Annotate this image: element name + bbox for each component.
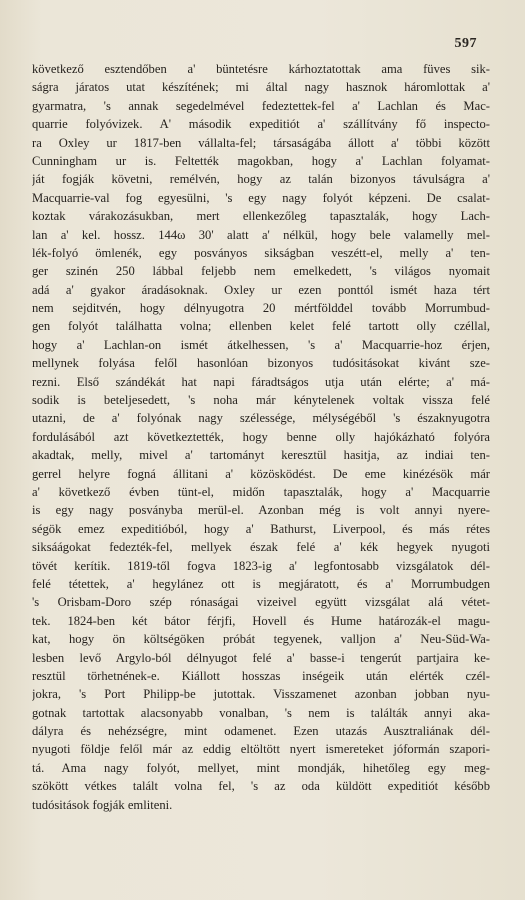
text-line: adá a' gyakor áradásoknak. Oxley ur ezen ponttól ismét haza tért <box>32 282 490 297</box>
text-line: jokra, 's Port Philipp-be jutottak. Visszamenet azonban jobban nyu- <box>32 687 490 702</box>
text-line: akadtak, melly, mivel a' tartományt keresztül hasitja, az indiai ten- <box>32 448 490 463</box>
text-line: nyugoti földje felől már az eddig eltöltött nyert ismereteket jóformán szapori- <box>32 742 490 757</box>
text-line: tek. 1824-ben két bátor férjfi, Hovell és Hume határozák-el magu- <box>32 613 490 628</box>
text-line: nem sejditvén, hogy délnyugotra 20 mértföldđel tovább Morrumbud- <box>32 301 490 316</box>
text-line: gerrel helyre fogná állitani a' közösködést. De eme kinézésök már <box>32 466 490 481</box>
text-line: ger szinén 250 lábbal feljebb nem emelkedett, 's világos nyomait <box>32 264 490 279</box>
text-line: lesben levő Argylo-ból délnyugot felé a' basse-i tengerút partjaira ke- <box>32 650 490 665</box>
text-line: kat, hogy ön költségöken próbát tegyenek, valljon a' Neu-Süd-Wa- <box>32 632 490 647</box>
text-line: tá. Ama nagy folyót, mellyet, mint mondják, hihetőleg egy meg- <box>32 760 490 775</box>
text-line: resztül törhetnének-e. Kiállott hosszas inségeik után elérték czél- <box>32 668 490 683</box>
text-line: következő esztendőben a' büntetésre kárhoztatottak ama füves sik- <box>32 62 490 76</box>
text-line: ját fogják követni, remélvén, hogy az talán bizonyos távulságra a' <box>32 172 490 187</box>
text-line: rezni. Első szándékát hat napi fáradtságos utja után elérte; a' má- <box>32 374 490 389</box>
body-text <box>32 60 490 814</box>
text-line: dályra és nehézségre, mint odamenet. Ezen utazás Ausztraliának dél- <box>32 724 490 739</box>
text-line: lan a' kel. hossz. 144ω 30' alatt a' nélkül, hogy bele valamelly mel- <box>32 227 490 242</box>
text-line: hogy a' Lachlan-on ismét átkelhessen, 's a' Macquarrie-hoz érjen, <box>32 337 490 352</box>
text-line: lék-folyó ömlenék, egy posványos sikságban veszétt-el, melly a' ten- <box>32 245 490 260</box>
text-line: quarrie folyóvizek. A' második expeditiót a' szállítvány fő inspecto- <box>32 117 490 132</box>
text-line: gotnak tartottak alacsonyabb vonalban, 's nem is találták annyi aka- <box>32 705 490 720</box>
text-line: gyarmatra, 's annak segedelmével fedeztettek-fel a' Lachlan és Mac- <box>32 98 490 113</box>
text-line: felé tétettek, a' hegylánez ott is megjáratott, és a' Morrumbudgen <box>32 576 490 591</box>
text-line: sodik is beteljesedett, 's noha már kénytelenek voltak vissza felé <box>32 393 490 408</box>
text-line: ségök emez expeditióból, hogy a' Bathurst, Liverpool, és más rétes <box>32 521 490 536</box>
text-line: Macquarrie-val fog egyesülni, 's egy nagy folyót képzeni. De csalat- <box>32 190 490 205</box>
text-line: ra Oxley ur 1817-ben vállalta-fel; társaságába állott a' többi között <box>32 135 490 150</box>
text-line: fordulásából azt következtették, hogy benne olly hajókázható folyóra <box>32 429 490 444</box>
text-line: Cunningham ur is. Feltették magokban, hogy a' Lachlan folyamat- <box>32 153 490 168</box>
text-line: koztak várakozásukban, mert ellenkezőleg tapasztalák, hogy Lach- <box>32 209 490 224</box>
text-line: utazni, de a' folyónak nagy szélessége, mélységéből 's északnyugotra <box>32 411 490 426</box>
text-line: szökött vétkes talált volna fel, 's az oda küldött expeditiót később <box>32 779 490 794</box>
text-line: a' következő évben tünt-el, midőn tapasztalák, hogy a' Macquarrie <box>32 484 490 499</box>
text-line: is egy nagy posványba merül-el. Azonban még is volt annyi nyere- <box>32 503 490 518</box>
text-line: mellynek folyása felől hasonlóan bizonyos tudósitásokat kivánt sze- <box>32 356 490 371</box>
text-line: ságra járatos utat készítének; mi által nagy hasznok háromlottak a' <box>32 80 490 95</box>
text-line: 's Orisbam-Doro szép rónaságai vizeivel együtt vizsgálat alá vétet- <box>32 595 490 610</box>
page-number: 597 <box>454 36 477 51</box>
text-line: tövét kerítik. 1819-től fogva 1823-ig a' legfontosabb vizsgálatok dél- <box>32 558 490 573</box>
text-line: tudósitások fogják emliteni. <box>32 797 173 812</box>
text-line: siksáágokat fedezték-fel, mellyek észak felé a' kék hegyek nyugoti <box>32 540 490 555</box>
text-line: gen folyót találhatta volna; ellenben kelet felé tartott olly czéllal, <box>32 319 490 334</box>
